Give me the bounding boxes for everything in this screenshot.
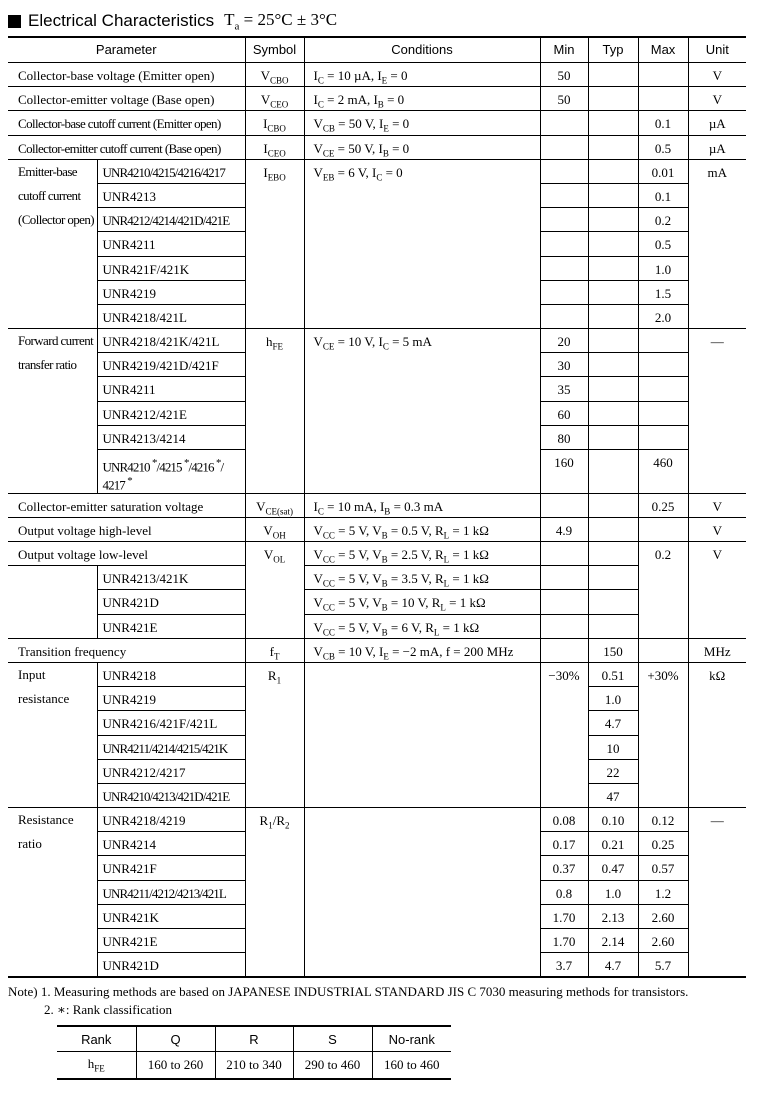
typ-iceo: [588, 135, 638, 159]
iebo-symbol: $I_{EBO}$: [245, 159, 304, 328]
hfe-max: [638, 425, 688, 449]
hfe-part: UNR4219/421D/421F: [97, 353, 245, 377]
ratio-param: Resistance ratio: [8, 808, 97, 977]
ratio-min: 1.70: [540, 929, 588, 953]
cond-vcesat: $I_C = 10$ mA, $I_B = 0.3$ mA: [304, 493, 540, 517]
row-ft: [8, 638, 746, 662]
symbol-vcesat: $V_{CE(sat)}$: [245, 493, 304, 517]
iebo-typ: [588, 208, 638, 232]
hfe-min: 35: [540, 377, 588, 401]
hfe-max: 460: [638, 450, 688, 494]
hfe-cond: $V_{CE} = 10$ V, $I_C = 5$ mA: [304, 329, 540, 494]
r1-part: UNR4216/421F/421L: [97, 711, 245, 735]
rank-header-row: [57, 1026, 451, 1052]
ratio-part: UNR421E: [97, 929, 245, 953]
ratio-part: UNR421F: [97, 856, 245, 880]
iebo-part: UNR4212/4214/421D/421E: [97, 208, 245, 232]
hfe-part: UNR4213/4214: [97, 425, 245, 449]
ratio-symbol: $R_1/R_2$: [245, 808, 304, 977]
max-iceo: 0.5: [638, 135, 688, 159]
electrical-characteristics-table: [8, 36, 746, 978]
symbol-icbo: $I_{CBO}$: [245, 111, 304, 135]
cond-icbo: $V_{CB} = 50$ V, $I_E = 0$: [304, 111, 540, 135]
iebo-max: 2.0: [638, 304, 688, 328]
header-max: Max: [638, 37, 688, 63]
r1-part: UNR4210/4213/421D/421E: [97, 783, 245, 807]
r1-part: UNR4219: [97, 687, 245, 711]
vol-typ: [588, 614, 638, 638]
iebo-min: [540, 159, 588, 183]
iebo-min: [540, 208, 588, 232]
typ-vol: [588, 542, 638, 566]
ratio-part: UNR421K: [97, 904, 245, 928]
unit-vceo: V: [688, 87, 746, 111]
iebo-min: [540, 304, 588, 328]
row-vcbo: [8, 63, 746, 87]
ratio-typ: 2.13: [588, 904, 638, 928]
iebo-part: UNR4211: [97, 232, 245, 256]
ratio-max: 0.12: [638, 808, 688, 832]
ratio-typ: 4.7: [588, 953, 638, 977]
min-iceo: [540, 135, 588, 159]
rank-classification-table: [57, 1025, 451, 1080]
row-vol: [8, 542, 746, 566]
r1-typ: 1.0: [588, 687, 638, 711]
ratio-max: 2.60: [638, 904, 688, 928]
r1-max: +30%: [638, 662, 688, 807]
unit-icbo: µA: [688, 111, 746, 135]
param-vcesat: Collector-emitter saturation voltage: [8, 493, 245, 517]
r1-typ: 47: [588, 783, 638, 807]
rank-value-s: 290 to 460: [293, 1052, 372, 1080]
ratio-typ: 0.10: [588, 808, 638, 832]
rank-hfe-row: [57, 1052, 451, 1080]
ratio-max: 2.60: [638, 929, 688, 953]
hfe-typ: [588, 353, 638, 377]
param-ft: Transition frequency: [8, 638, 245, 662]
max-icbo: 0.1: [638, 111, 688, 135]
cond-voh: $V_{CC} = 5$ V, $V_B = 0.5$ V, $R_L = 1$ kΩ: [304, 517, 540, 541]
r1-part: UNR4211/4214/4215/421K: [97, 735, 245, 759]
row-vcesat: [8, 493, 746, 517]
hfe-part: UNR4218/421K/421L: [97, 329, 245, 353]
header-row: [8, 37, 746, 63]
iebo-max: 1.5: [638, 280, 688, 304]
r1-cond: [304, 662, 540, 807]
vol-min: [540, 566, 588, 590]
ratio-cond: [304, 808, 540, 977]
hfe-row: [8, 329, 746, 353]
vol-blank: [8, 566, 97, 639]
iebo-typ: [588, 256, 638, 280]
iebo-part: UNR4219: [97, 280, 245, 304]
ratio-part: UNR4214: [97, 832, 245, 856]
max-vol: 0.2: [638, 542, 688, 639]
hfe-max: [638, 377, 688, 401]
ratio-min: 3.7: [540, 953, 588, 977]
param-iceo: Collector-emitter cutoff current (Base open): [8, 135, 245, 159]
iebo-row: [8, 159, 746, 183]
rank-header-r: R: [215, 1026, 293, 1052]
max-vcesat: 0.25: [638, 493, 688, 517]
iebo-max: 0.5: [638, 232, 688, 256]
ratio-typ: 1.0: [588, 880, 638, 904]
r1-param: Input resistance: [8, 662, 97, 807]
rank-row-label: $h_{FE}$: [57, 1052, 136, 1080]
rank-header-s: S: [293, 1026, 372, 1052]
title-condition: $T_a = 25^\circ C \pm 3^\circ C$: [224, 9, 338, 33]
unit-voh: V: [688, 517, 746, 541]
symbol-ft: $f_T$: [245, 638, 304, 662]
header-parameter: Parameter: [8, 37, 245, 63]
typ-vcbo: [588, 63, 638, 87]
typ-voh: [588, 517, 638, 541]
hfe-min: 80: [540, 425, 588, 449]
hfe-max: [638, 329, 688, 353]
notes: [8, 983, 758, 1019]
unit-ft: MHz: [688, 638, 746, 662]
row-vol-sub: [8, 614, 746, 638]
hfe-max: [638, 401, 688, 425]
cond-vcbo: $I_C = 10$ µA, $I_E = 0$: [304, 63, 540, 87]
vol-cond: $V_{CC} = 5$ V, $V_B = 3.5$ V, $R_L = 1$ kΩ: [304, 566, 540, 590]
hfe-min: 160: [540, 450, 588, 494]
row-icbo: [8, 111, 746, 135]
hfe-min: 20: [540, 329, 588, 353]
min-vcesat: [540, 493, 588, 517]
hfe-part: UNR4210 */4215 */4216 */ 4217 *: [97, 450, 245, 494]
cond-vol: $V_{CC} = 5$ V, $V_B = 2.5$ V, $R_L = 1$ kΩ: [304, 542, 540, 566]
vol-min: [540, 614, 588, 638]
header-unit: Unit: [688, 37, 746, 63]
hfe-min: 30: [540, 353, 588, 377]
ratio-part: UNR4211/4212/4213/421L: [97, 880, 245, 904]
iebo-typ: [588, 159, 638, 183]
r1-part: UNR4218: [97, 662, 245, 686]
vol-part: UNR4213/421K: [97, 566, 245, 590]
rank-header: Rank: [57, 1026, 136, 1052]
min-vcbo: 50: [540, 63, 588, 87]
min-ft: [540, 638, 588, 662]
r1-symbol: $R_1$: [245, 662, 304, 807]
param-vcbo: Collector-base voltage (Emitter open): [8, 63, 245, 87]
param-icbo: Collector-base cutoff current (Emitter open): [8, 111, 245, 135]
min-voh: 4.9: [540, 517, 588, 541]
unit-vcesat: V: [688, 493, 746, 517]
iebo-part: UNR4213: [97, 183, 245, 207]
iebo-min: [540, 280, 588, 304]
vol-part: UNR421D: [97, 590, 245, 614]
ratio-min: 0.17: [540, 832, 588, 856]
max-vcbo: [638, 63, 688, 87]
rank-header-norank: No-rank: [372, 1026, 451, 1052]
hfe-typ: [588, 401, 638, 425]
param-vol: Output voltage low-level: [8, 542, 245, 566]
rank-header-q: Q: [136, 1026, 215, 1052]
vol-min: [540, 590, 588, 614]
ratio-row: [8, 808, 746, 832]
r1-typ: 10: [588, 735, 638, 759]
hfe-typ: [588, 425, 638, 449]
iebo-part: UNR4210/4215/4216/4217: [97, 159, 245, 183]
unit-vol: V: [688, 542, 746, 639]
iebo-typ: [588, 280, 638, 304]
r1-unit: kΩ: [688, 662, 746, 807]
ratio-max: 5.7: [638, 953, 688, 977]
ratio-min: 0.8: [540, 880, 588, 904]
iebo-typ: [588, 232, 638, 256]
vol-typ: [588, 566, 638, 590]
r1-typ: 4.7: [588, 711, 638, 735]
rank-value-q: 160 to 260: [136, 1052, 215, 1080]
hfe-part: UNR4212/421E: [97, 401, 245, 425]
param-voh: Output voltage high-level: [8, 517, 245, 541]
symbol-voh: $V_{OH}$: [245, 517, 304, 541]
ratio-max: 0.57: [638, 856, 688, 880]
ratio-min: 0.37: [540, 856, 588, 880]
row-vol-sub: [8, 590, 746, 614]
iebo-part: UNR4218/421L: [97, 304, 245, 328]
typ-vceo: [588, 87, 638, 111]
r1-part: UNR4212/4217: [97, 759, 245, 783]
symbol-vol: $V_{OL}$: [245, 542, 304, 639]
header-typ: Typ: [588, 37, 638, 63]
unit-vcbo: V: [688, 63, 746, 87]
iebo-cond: $V_{EB} = 6$ V, $I_C = 0$: [304, 159, 540, 328]
ratio-typ: 2.14: [588, 929, 638, 953]
hfe-max: [638, 353, 688, 377]
iebo-typ: [588, 304, 638, 328]
vol-cond: $V_{CC} = 5$ V, $V_B = 10$ V, $R_L = 1$ kΩ: [304, 590, 540, 614]
ratio-typ: 0.47: [588, 856, 638, 880]
iebo-param: Emitter-base cutoff current (Collector open): [8, 159, 97, 328]
iebo-max: 0.2: [638, 208, 688, 232]
iebo-min: [540, 232, 588, 256]
bullet-square-icon: [8, 15, 21, 28]
typ-ft: 150: [588, 638, 638, 662]
header-symbol: Symbol: [245, 37, 304, 63]
vol-typ: [588, 590, 638, 614]
row-vol-sub: [8, 566, 746, 590]
vol-part: UNR421E: [97, 614, 245, 638]
unit-iceo: µA: [688, 135, 746, 159]
hfe-symbol: $h_{FE}$: [245, 329, 304, 494]
cond-iceo: $V_{CE} = 50$ V, $I_B = 0$: [304, 135, 540, 159]
hfe-param: Forward current transfer ratio: [8, 329, 97, 494]
ratio-max: 0.25: [638, 832, 688, 856]
row-vceo: [8, 87, 746, 111]
ratio-part: UNR4218/4219: [97, 808, 245, 832]
param-vceo: Collector-emitter voltage (Base open): [8, 87, 245, 111]
ratio-typ: 0.21: [588, 832, 638, 856]
cond-vceo: $I_C = 2$ mA, $I_B = 0$: [304, 87, 540, 111]
iebo-part: UNR421F/421K: [97, 256, 245, 280]
hfe-min: 60: [540, 401, 588, 425]
note-2: 2. ∗: Rank classification: [44, 1002, 172, 1017]
ratio-part: UNR421D: [97, 953, 245, 977]
symbol-iceo: $I_{CEO}$: [245, 135, 304, 159]
symbol-vceo: $V_{CEO}$: [245, 87, 304, 111]
iebo-max: 1.0: [638, 256, 688, 280]
typ-icbo: [588, 111, 638, 135]
ratio-min: 1.70: [540, 904, 588, 928]
ratio-min: 0.08: [540, 808, 588, 832]
rank-value-norank: 160 to 460: [372, 1052, 451, 1080]
typ-vcesat: [588, 493, 638, 517]
header-min: Min: [540, 37, 588, 63]
hfe-typ: [588, 329, 638, 353]
symbol-vcbo: $V_{CBO}$: [245, 63, 304, 87]
max-ft: [638, 638, 688, 662]
iebo-max: 0.1: [638, 183, 688, 207]
vol-cond: $V_{CC} = 5$ V, $V_B = 6$ V, $R_L = 1$ kΩ: [304, 614, 540, 638]
title-text: Electrical Characteristics: [28, 11, 215, 30]
min-icbo: [540, 111, 588, 135]
iebo-max: 0.01: [638, 159, 688, 183]
row-iceo: [8, 135, 746, 159]
iebo-typ: [588, 183, 638, 207]
iebo-unit: mA: [688, 159, 746, 328]
iebo-min: [540, 183, 588, 207]
iebo-min: [540, 256, 588, 280]
r1-typ: 0.51: [588, 662, 638, 686]
hfe-typ: [588, 377, 638, 401]
r1-min: −30%: [540, 662, 588, 807]
note-1: Note) 1. Measuring methods are based on JAPANESE INDUSTRIAL STANDARD JIS C 7030 measuring methods for transistors.: [8, 984, 689, 999]
hfe-typ: [588, 450, 638, 494]
cond-ft: $V_{CB} = 10$ V, $I_E = -2$ mA, f = 200 MHz: [304, 638, 540, 662]
hfe-unit: —: [688, 329, 746, 494]
ratio-max: 1.2: [638, 880, 688, 904]
hfe-part: UNR4211: [97, 377, 245, 401]
rank-value-r: 210 to 340: [215, 1052, 293, 1080]
min-vceo: 50: [540, 87, 588, 111]
max-vceo: [638, 87, 688, 111]
section-title: [8, 8, 337, 34]
row-voh: [8, 517, 746, 541]
header-conditions: Conditions: [304, 37, 540, 63]
ratio-unit: —: [688, 808, 746, 977]
max-voh: [638, 517, 688, 541]
min-vol: [540, 542, 588, 566]
r1-typ: 22: [588, 759, 638, 783]
r1-row: [8, 662, 746, 686]
